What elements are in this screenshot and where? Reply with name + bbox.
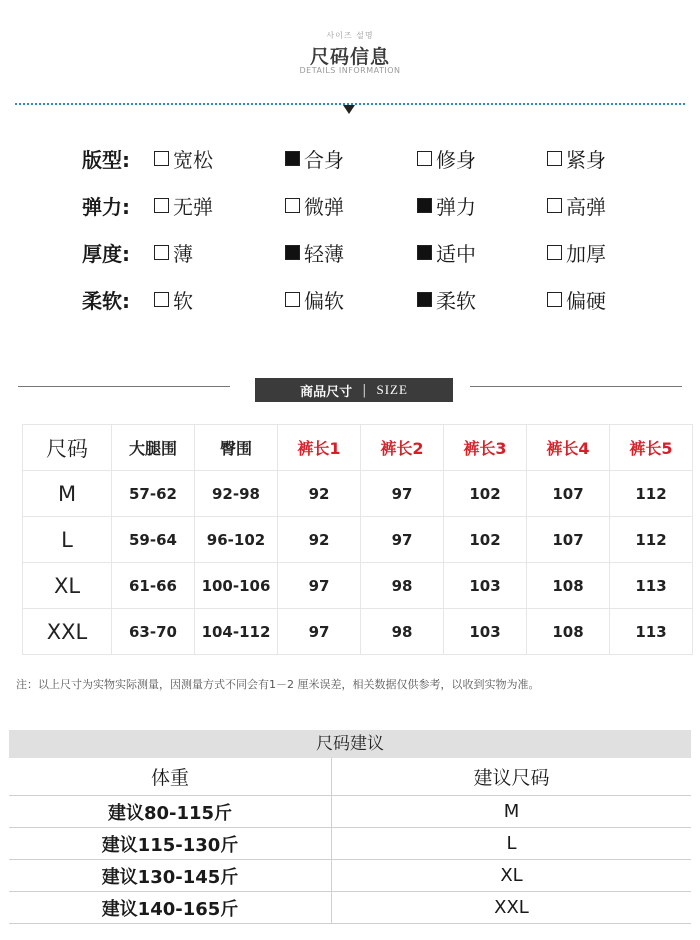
option-label: 紧身 — [566, 148, 606, 172]
checkbox-unchecked-icon — [417, 151, 432, 166]
size-recommendation — [9, 730, 691, 924]
table-header-row — [23, 425, 693, 471]
option-label: 微弹 — [304, 195, 344, 219]
table-cell: 113 — [610, 609, 693, 655]
option-label: 柔软 — [436, 289, 476, 313]
table-cell: 建议80-115斤 — [9, 796, 332, 828]
table-cell: M — [332, 796, 692, 828]
table-cell: 61-66 — [112, 563, 195, 609]
attribute-row-fit — [82, 144, 642, 191]
table-cell: 97 — [278, 563, 361, 609]
column-header: 尺码 — [23, 425, 112, 471]
table-cell: 103 — [444, 609, 527, 655]
table-cell: XXL — [332, 892, 692, 924]
attribute-option — [285, 238, 344, 267]
table-cell: 96-102 — [195, 517, 278, 563]
table-cell: 建议130-145斤 — [9, 860, 332, 892]
table-cell: 107 — [527, 517, 610, 563]
title-separator: | — [362, 382, 367, 398]
measurement-note: 注：以上尺寸为实物实际测量，因测量方式不同会有1－2 厘米误差，相关数据仅供参考，以收到实物为准。 — [16, 678, 540, 691]
option-label: 偏硬 — [566, 289, 606, 313]
table-cell: L — [332, 828, 692, 860]
table-row — [9, 828, 691, 860]
column-header: 体重 — [9, 758, 332, 796]
checkbox-unchecked-icon — [154, 245, 169, 260]
attribute-option — [547, 144, 606, 173]
divider-line — [18, 386, 230, 387]
attribute-list — [82, 144, 642, 332]
checkbox-checked-icon — [417, 245, 432, 260]
recommendation-title: 尺码建议 — [9, 730, 691, 758]
attribute-label: 版型: — [82, 148, 130, 172]
table-cell: 98 — [361, 563, 444, 609]
table-cell: 92-98 — [195, 471, 278, 517]
column-header: 建议尺码 — [332, 758, 692, 796]
checkbox-unchecked-icon — [154, 151, 169, 166]
attribute-option — [417, 191, 476, 220]
size-table — [22, 424, 693, 655]
attribute-label: 弹力: — [82, 195, 130, 219]
table-cell: 98 — [361, 609, 444, 655]
table-row — [23, 609, 693, 655]
attribute-option — [417, 285, 476, 314]
column-header: 裤长4 — [527, 425, 610, 471]
table-cell: L — [23, 517, 112, 563]
checkbox-unchecked-icon — [285, 198, 300, 213]
column-header: 裤长2 — [361, 425, 444, 471]
table-cell: 108 — [527, 609, 610, 655]
option-label: 合身 — [304, 148, 344, 172]
checkbox-checked-icon — [417, 292, 432, 307]
table-cell: XL — [23, 563, 112, 609]
attribute-option — [154, 285, 193, 314]
column-header: 大腿围 — [112, 425, 195, 471]
checkbox-unchecked-icon — [285, 292, 300, 307]
table-cell: 92 — [278, 517, 361, 563]
table-cell: XL — [332, 860, 692, 892]
table-cell: 97 — [361, 517, 444, 563]
column-header: 臀围 — [195, 425, 278, 471]
attribute-option — [154, 144, 213, 173]
attribute-row-softness — [82, 285, 642, 332]
size-section-title-bar — [255, 378, 453, 402]
table-cell: 112 — [610, 517, 693, 563]
column-header: 裤长1 — [278, 425, 361, 471]
header — [0, 0, 700, 120]
table-cell: 97 — [361, 471, 444, 517]
attribute-option — [417, 238, 476, 267]
checkbox-checked-icon — [285, 151, 300, 166]
checkbox-checked-icon — [417, 198, 432, 213]
table-cell: 92 — [278, 471, 361, 517]
table-row — [9, 892, 691, 924]
table-row — [9, 796, 691, 828]
option-label: 加厚 — [566, 242, 606, 266]
option-label: 无弹 — [173, 195, 213, 219]
table-cell: 建议140-165斤 — [9, 892, 332, 924]
column-header: 裤长3 — [444, 425, 527, 471]
table-cell: 104-112 — [195, 609, 278, 655]
table-cell: 102 — [444, 517, 527, 563]
attribute-label: 厚度: — [82, 242, 130, 266]
option-label: 弹力 — [436, 195, 476, 219]
option-label: 适中 — [436, 242, 476, 266]
attribute-option — [547, 238, 606, 267]
header-subtitle-english: DETAILS INFORMATION — [299, 66, 401, 75]
attribute-option — [547, 191, 606, 220]
table-row — [23, 471, 693, 517]
table-cell: 建议115-130斤 — [9, 828, 332, 860]
attribute-row-thickness — [82, 238, 642, 285]
table-row — [9, 860, 691, 892]
attribute-label: 柔软: — [82, 289, 130, 313]
table-cell: 108 — [527, 563, 610, 609]
table-cell: 63-70 — [112, 609, 195, 655]
table-cell: 102 — [444, 471, 527, 517]
checkbox-checked-icon — [285, 245, 300, 260]
option-label: 修身 — [436, 148, 476, 172]
attribute-option — [285, 191, 344, 220]
option-label: 薄 — [173, 242, 193, 266]
table-cell: 103 — [444, 563, 527, 609]
attribute-option — [547, 285, 606, 314]
recommendation-table — [9, 758, 691, 924]
size-section-header — [0, 378, 700, 402]
column-header: 裤长5 — [610, 425, 693, 471]
size-section-title: 商品尺寸 — [300, 384, 353, 400]
checkbox-unchecked-icon — [154, 292, 169, 307]
attribute-option — [154, 238, 193, 267]
attribute-option — [154, 191, 213, 220]
table-cell: 113 — [610, 563, 693, 609]
option-label: 软 — [173, 289, 193, 313]
option-label: 高弹 — [566, 195, 606, 219]
checkbox-unchecked-icon — [154, 198, 169, 213]
checkbox-unchecked-icon — [547, 245, 562, 260]
header-subtitle-korean: 사이즈 설명 — [326, 31, 374, 40]
size-section-title-english: SIZE — [376, 382, 408, 397]
attribute-option — [285, 285, 344, 314]
table-cell: 59-64 — [112, 517, 195, 563]
option-label: 偏软 — [304, 289, 344, 313]
table-cell: 57-62 — [112, 471, 195, 517]
table-cell: 112 — [610, 471, 693, 517]
table-cell: 107 — [527, 471, 610, 517]
table-header-row — [9, 758, 691, 796]
table-cell: 97 — [278, 609, 361, 655]
checkbox-unchecked-icon — [547, 151, 562, 166]
checkbox-unchecked-icon — [547, 292, 562, 307]
attribute-row-elasticity — [82, 191, 642, 238]
divider-line — [470, 386, 682, 387]
checkbox-unchecked-icon — [547, 198, 562, 213]
table-row — [23, 563, 693, 609]
triangle-down-icon — [343, 105, 355, 114]
option-label: 宽松 — [173, 148, 213, 172]
attribute-option — [285, 144, 344, 173]
table-cell: XXL — [23, 609, 112, 655]
attribute-option — [417, 144, 476, 173]
table-cell: M — [23, 471, 112, 517]
option-label: 轻薄 — [304, 242, 344, 266]
page-title: 尺码信息 — [309, 46, 390, 68]
table-cell: 100-106 — [195, 563, 278, 609]
table-row — [23, 517, 693, 563]
